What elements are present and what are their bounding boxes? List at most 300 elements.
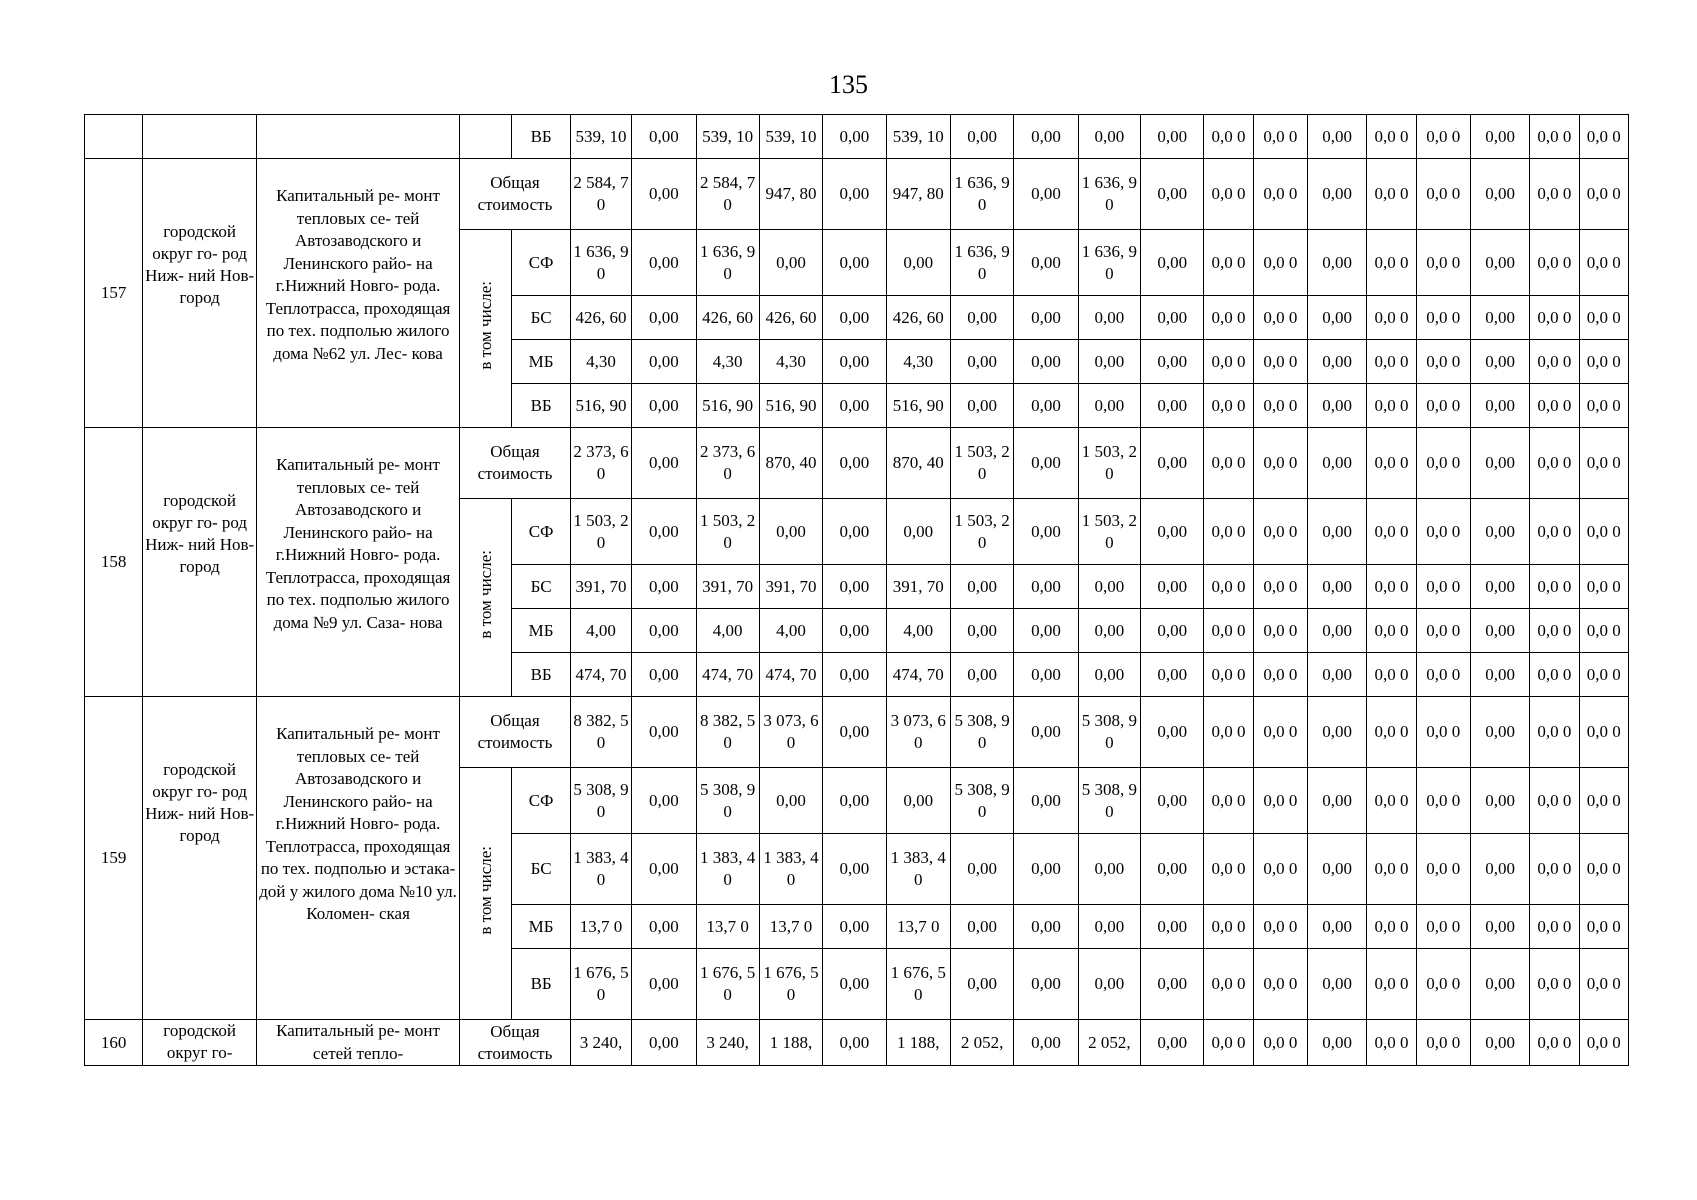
municipality-cell: городской округ го- [143,1020,257,1066]
value-cell: 0,0 0 [1530,384,1579,428]
value-cell: 0,0 0 [1367,949,1416,1020]
value-cell: 0,00 [1078,905,1140,949]
value-cell: 0,00 [632,834,696,905]
value-cell: 0,00 [1470,384,1529,428]
value-cell: 0,00 [1470,653,1529,697]
value-cell: 0,0 0 [1204,609,1253,653]
municipality-cell: городской округ го- род Ниж- ний Нов- город [143,159,257,428]
value-cell: 0,0 0 [1204,834,1253,905]
table-row [85,697,1629,768]
value-cell: 0,0 0 [1204,115,1253,159]
value-cell: 0,0 0 [1367,768,1416,834]
value-cell: 0,00 [1141,565,1204,609]
value-cell: 1 503, 20 [950,428,1013,499]
value-cell: 0,0 0 [1204,905,1253,949]
value-cell: 0,0 0 [1367,653,1416,697]
value-cell: 0,00 [823,905,886,949]
value-cell: 0,00 [632,949,696,1020]
value-cell: 0,00 [1308,653,1367,697]
value-cell: 0,0 0 [1416,653,1470,697]
value-cell: 0,00 [1014,428,1078,499]
including-label-cell [460,499,512,697]
value-cell: 1 636, 90 [1078,159,1140,230]
value-cell: 0,0 0 [1416,609,1470,653]
total-cost-label: Общая стоимость [460,1020,571,1066]
value-cell: 0,0 0 [1253,428,1307,499]
value-cell: 870, 40 [759,428,822,499]
value-cell: 0,0 0 [1579,499,1628,565]
value-cell: 0,0 0 [1416,949,1470,1020]
value-cell: 0,00 [1470,905,1529,949]
value-cell: 0,00 [632,428,696,499]
value-cell: 0,0 0 [1367,340,1416,384]
table-row [85,428,1629,499]
value-cell: 391, 70 [759,565,822,609]
total-cost-label: Общая стоимость [460,428,571,499]
value-cell: 539, 10 [696,115,759,159]
value-cell: 0,0 0 [1204,159,1253,230]
value-cell: 8 382, 50 [696,697,759,768]
value-cell: 0,00 [1470,230,1529,296]
table-body [85,115,1629,1066]
value-cell: 0,0 0 [1204,340,1253,384]
value-cell: 0,0 0 [1367,697,1416,768]
value-cell: 0,00 [1141,834,1204,905]
value-cell: 0,00 [1014,1020,1078,1066]
source-code: СФ [512,499,570,565]
value-cell: 0,0 0 [1204,296,1253,340]
value-cell: 0,00 [1141,768,1204,834]
value-cell: 0,0 0 [1367,565,1416,609]
value-cell: 0,0 0 [1530,115,1579,159]
value-cell: 0,00 [823,1020,886,1066]
value-cell: 0,00 [1078,115,1140,159]
value-cell: 1 676, 50 [759,949,822,1020]
value-cell: 0,00 [632,609,696,653]
value-cell: 0,0 0 [1579,296,1628,340]
value-cell: 0,00 [1014,834,1078,905]
value-cell: 0,00 [1141,499,1204,565]
value-cell: 0,00 [950,565,1013,609]
value-cell: 1 383, 40 [759,834,822,905]
value-cell: 0,00 [1470,697,1529,768]
value-cell: 0,00 [950,949,1013,1020]
value-cell: 0,00 [1014,697,1078,768]
value-cell: 0,00 [823,384,886,428]
value-cell: 0,00 [1141,296,1204,340]
value-cell: 0,0 0 [1416,340,1470,384]
value-cell: 0,00 [823,115,886,159]
value-cell: 0,00 [759,499,822,565]
value-cell: 0,00 [1078,834,1140,905]
value-cell: 0,00 [1470,1020,1529,1066]
value-cell: 0,00 [1470,834,1529,905]
value-cell: 0,00 [632,115,696,159]
value-cell: 0,0 0 [1367,296,1416,340]
value-cell: 0,00 [1014,159,1078,230]
value-cell: 0,00 [1470,428,1529,499]
value-cell: 3 240, [696,1020,759,1066]
value-cell: 0,00 [1141,159,1204,230]
project-number: 159 [85,697,143,1020]
value-cell: 0,00 [1141,949,1204,1020]
value-cell: 0,00 [1141,340,1204,384]
value-cell: 1 636, 90 [570,230,631,296]
value-cell: 0,0 0 [1579,384,1628,428]
project-description: Капитальный ре- монт сетей тепло- [256,1020,459,1066]
value-cell: 0,0 0 [1416,697,1470,768]
table-row [85,159,1629,230]
value-cell: 0,00 [759,230,822,296]
value-cell: 539, 10 [886,115,950,159]
value-cell: 0,00 [1014,609,1078,653]
value-cell: 4,30 [759,340,822,384]
value-cell: 0,00 [632,905,696,949]
value-cell: 391, 70 [570,565,631,609]
source-code: БС [512,565,570,609]
total-cost-label: Общая стоимость [460,697,571,768]
value-cell: 3 240, [570,1020,631,1066]
project-number: 157 [85,159,143,428]
value-cell: 947, 80 [886,159,950,230]
value-cell: 0,00 [1014,653,1078,697]
value-cell: 0,00 [1308,1020,1367,1066]
value-cell: 0,0 0 [1416,428,1470,499]
value-cell: 2 584, 70 [696,159,759,230]
empty-cell [143,115,257,159]
value-cell: 0,0 0 [1416,565,1470,609]
value-cell: 3 073, 60 [886,697,950,768]
source-code: МБ [512,340,570,384]
value-cell: 5 308, 90 [1078,697,1140,768]
value-cell: 539, 10 [570,115,631,159]
value-cell: 0,0 0 [1416,768,1470,834]
value-cell: 0,00 [823,565,886,609]
value-cell: 0,0 0 [1579,697,1628,768]
value-cell: 0,00 [1078,384,1140,428]
value-cell: 0,0 0 [1530,159,1579,230]
value-cell: 0,00 [1308,115,1367,159]
value-cell: 0,0 0 [1579,1020,1628,1066]
value-cell: 1 636, 90 [696,230,759,296]
value-cell: 0,0 0 [1530,697,1579,768]
value-cell: 516, 90 [570,384,631,428]
value-cell: 0,0 0 [1579,768,1628,834]
value-cell: 0,00 [1308,609,1367,653]
value-cell: 0,0 0 [1416,115,1470,159]
value-cell: 0,0 0 [1367,1020,1416,1066]
including-label-cell [460,230,512,428]
municipality-cell: городской округ го- род Ниж- ний Нов- город [143,697,257,1020]
value-cell: 0,00 [1141,609,1204,653]
value-cell: 0,00 [1141,697,1204,768]
source-code: ВБ [512,384,570,428]
value-cell: 2 052, [950,1020,1013,1066]
value-cell: 0,00 [632,340,696,384]
value-cell: 0,00 [1470,159,1529,230]
value-cell: 0,0 0 [1253,653,1307,697]
value-cell: 426, 60 [759,296,822,340]
value-cell: 1 503, 20 [950,499,1013,565]
value-cell: 5 308, 90 [950,768,1013,834]
value-cell: 0,00 [1014,296,1078,340]
value-cell: 0,00 [632,296,696,340]
value-cell: 0,0 0 [1253,296,1307,340]
value-cell: 0,0 0 [1530,230,1579,296]
value-cell: 0,0 0 [1579,905,1628,949]
value-cell: 0,00 [1014,499,1078,565]
including-label: в том числе: [475,846,495,935]
table-row [85,1020,1629,1066]
value-cell: 0,00 [950,296,1013,340]
value-cell: 0,00 [1014,115,1078,159]
value-cell: 1 383, 40 [696,834,759,905]
value-cell: 0,00 [632,768,696,834]
value-cell: 4,00 [759,609,822,653]
value-cell: 0,00 [1470,565,1529,609]
value-cell: 1 383, 40 [570,834,631,905]
value-cell: 1 676, 50 [886,949,950,1020]
value-cell: 5 308, 90 [570,768,631,834]
value-cell: 0,0 0 [1253,949,1307,1020]
value-cell: 0,0 0 [1530,949,1579,1020]
value-cell: 391, 70 [696,565,759,609]
value-cell: 0,0 0 [1253,565,1307,609]
project-description: Капитальный ре- монт тепловых се- тей Автозаводского и Ленинского райо- на г.Нижний Новго- рода. Теплотрасса, проходящая по тех. подполью жилого дома №62 ул. Лес- кова [256,159,459,428]
value-cell: 516, 90 [759,384,822,428]
value-cell: 5 308, 90 [1078,768,1140,834]
value-cell: 0,0 0 [1579,230,1628,296]
value-cell: 0,00 [1308,949,1367,1020]
value-cell: 4,30 [886,340,950,384]
value-cell: 0,0 0 [1416,296,1470,340]
value-cell: 1 503, 20 [1078,499,1140,565]
value-cell: 1 636, 90 [950,230,1013,296]
value-cell: 0,00 [950,905,1013,949]
value-cell: 0,0 0 [1204,653,1253,697]
source-code: МБ [512,609,570,653]
value-cell: 0,00 [950,340,1013,384]
source-code: БС [512,296,570,340]
value-cell: 0,00 [1308,905,1367,949]
value-cell: 0,0 0 [1530,834,1579,905]
value-cell: 0,0 0 [1416,1020,1470,1066]
value-cell: 13,7 0 [696,905,759,949]
value-cell: 0,0 0 [1253,340,1307,384]
value-cell: 0,00 [1308,296,1367,340]
value-cell: 1 383, 40 [886,834,950,905]
value-cell: 0,00 [1014,340,1078,384]
value-cell: 13,7 0 [759,905,822,949]
value-cell: 0,00 [1014,230,1078,296]
value-cell: 0,0 0 [1367,499,1416,565]
value-cell: 8 382, 50 [570,697,631,768]
value-cell: 1 676, 50 [696,949,759,1020]
value-cell: 13,7 0 [886,905,950,949]
value-cell: 0,00 [823,230,886,296]
value-cell: 0,0 0 [1253,1020,1307,1066]
value-cell: 474, 70 [886,653,950,697]
value-cell: 0,0 0 [1253,697,1307,768]
value-cell: 1 636, 90 [950,159,1013,230]
value-cell: 0,0 0 [1579,949,1628,1020]
value-cell: 0,00 [823,296,886,340]
value-cell: 0,0 0 [1416,384,1470,428]
value-cell: 0,0 0 [1530,428,1579,499]
value-cell: 5 308, 90 [696,768,759,834]
value-cell: 0,0 0 [1253,905,1307,949]
value-cell: 0,0 0 [1204,1020,1253,1066]
value-cell: 4,30 [570,340,631,384]
value-cell: 4,00 [570,609,631,653]
value-cell: 0,0 0 [1204,428,1253,499]
value-cell: 0,0 0 [1253,230,1307,296]
project-number: 160 [85,1020,143,1066]
value-cell: 0,0 0 [1367,609,1416,653]
value-cell: 0,0 0 [1530,768,1579,834]
value-cell: 0,0 0 [1253,609,1307,653]
value-cell: 0,0 0 [1416,230,1470,296]
value-cell: 0,00 [823,609,886,653]
value-cell: 4,30 [696,340,759,384]
value-cell: 0,00 [1141,230,1204,296]
value-cell: 0,00 [1014,949,1078,1020]
value-cell: 0,0 0 [1416,159,1470,230]
value-cell: 0,00 [1078,949,1140,1020]
value-cell: 0,0 0 [1253,115,1307,159]
value-cell: 0,00 [1141,905,1204,949]
empty-cell [256,115,459,159]
value-cell: 0,00 [1308,340,1367,384]
value-cell: 0,00 [1014,768,1078,834]
value-cell: 516, 90 [696,384,759,428]
value-cell: 0,0 0 [1579,565,1628,609]
value-cell: 0,0 0 [1416,834,1470,905]
value-cell: 2 052, [1078,1020,1140,1066]
value-cell: 0,00 [1141,428,1204,499]
value-cell: 0,00 [632,159,696,230]
value-cell: 0,00 [1141,115,1204,159]
project-description: Капитальный ре- монт тепловых се- тей Автозаводского и Ленинского райо- на г.Нижний Новго- рода. Теплотрасса, проходящая по тех. подполью и эстака- дой у жилого дома №10 ул. Коломен- ская [256,697,459,1020]
source-code: МБ [512,905,570,949]
value-cell: 0,00 [1470,499,1529,565]
value-cell: 0,0 0 [1530,653,1579,697]
value-cell: 3 073, 60 [759,697,822,768]
value-cell: 0,0 0 [1253,499,1307,565]
value-cell: 0,0 0 [1204,384,1253,428]
project-description: Капитальный ре- монт тепловых се- тей Автозаводского и Ленинского райо- на г.Нижний Новго- рода. Теплотрасса, проходящая по тех. подполью жилого дома №9 ул. Саза- нова [256,428,459,697]
value-cell: 0,0 0 [1204,949,1253,1020]
value-cell: 1 503, 20 [570,499,631,565]
value-cell: 0,00 [886,768,950,834]
value-cell: 1 188, [759,1020,822,1066]
value-cell: 0,0 0 [1253,159,1307,230]
value-cell: 474, 70 [696,653,759,697]
value-cell: 0,00 [823,949,886,1020]
value-cell: 0,00 [823,768,886,834]
including-label-cell [460,768,512,1020]
municipality-cell: городской округ го- род Ниж- ний Нов- город [143,428,257,697]
value-cell: 0,00 [950,384,1013,428]
value-cell: 0,0 0 [1204,697,1253,768]
source-code: СФ [512,768,570,834]
value-cell: 0,00 [632,230,696,296]
value-cell: 2 584, 70 [570,159,631,230]
value-cell: 0,0 0 [1367,159,1416,230]
value-cell: 0,00 [1078,565,1140,609]
value-cell: 0,00 [632,565,696,609]
value-cell: 391, 70 [886,565,950,609]
value-cell: 0,00 [1308,768,1367,834]
value-cell: 0,0 0 [1253,834,1307,905]
value-cell: 539, 10 [759,115,822,159]
value-cell: 0,00 [1308,428,1367,499]
value-cell: 947, 80 [759,159,822,230]
value-cell: 0,0 0 [1530,340,1579,384]
value-cell: 5 308, 90 [950,697,1013,768]
value-cell: 0,00 [1078,609,1140,653]
value-cell: 0,00 [1078,296,1140,340]
value-cell: 0,00 [632,653,696,697]
budget-table [84,114,1629,1066]
value-cell: 0,00 [950,834,1013,905]
value-cell: 0,0 0 [1579,340,1628,384]
including-label: в том числе: [475,550,495,639]
value-cell: 0,0 0 [1416,499,1470,565]
value-cell: 0,00 [1308,159,1367,230]
value-cell: 0,00 [950,609,1013,653]
value-cell: 0,00 [1308,697,1367,768]
value-cell: 0,0 0 [1253,384,1307,428]
value-cell: 0,00 [886,499,950,565]
value-cell: 426, 60 [886,296,950,340]
value-cell: 0,00 [1078,340,1140,384]
value-cell: 0,0 0 [1204,499,1253,565]
source-code: ВБ [512,949,570,1020]
value-cell: 0,00 [1078,653,1140,697]
value-cell: 0,00 [1141,1020,1204,1066]
value-cell: 1 503, 20 [1078,428,1140,499]
value-cell: 0,0 0 [1367,384,1416,428]
value-cell: 2 373, 60 [696,428,759,499]
value-cell: 516, 90 [886,384,950,428]
empty-cell [460,115,512,159]
table-row [85,115,1629,159]
value-cell: 0,0 0 [1416,905,1470,949]
value-cell: 0,0 0 [1253,768,1307,834]
value-cell: 2 373, 60 [570,428,631,499]
value-cell: 0,00 [1470,296,1529,340]
value-cell: 0,00 [632,499,696,565]
empty-cell [85,115,143,159]
value-cell: 0,00 [823,428,886,499]
total-cost-label: Общая стоимость [460,159,571,230]
value-cell: 0,0 0 [1204,768,1253,834]
value-cell: 0,0 0 [1579,653,1628,697]
value-cell: 0,00 [1308,384,1367,428]
value-cell: 0,00 [823,834,886,905]
value-cell: 0,00 [1470,115,1529,159]
source-code: СФ [512,230,570,296]
value-cell: 0,0 0 [1530,565,1579,609]
value-cell: 0,00 [950,653,1013,697]
value-cell: 0,00 [823,653,886,697]
value-cell: 0,00 [1308,230,1367,296]
value-cell: 0,0 0 [1367,905,1416,949]
value-cell: 0,0 0 [1579,428,1628,499]
project-number: 158 [85,428,143,697]
source-code: БС [512,834,570,905]
